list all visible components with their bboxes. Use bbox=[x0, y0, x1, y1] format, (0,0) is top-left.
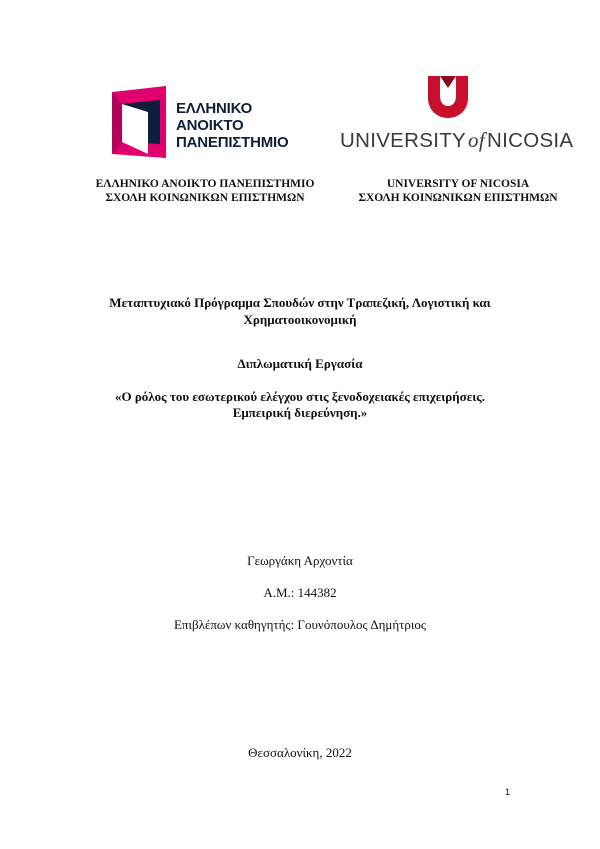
eap-logo bbox=[108, 84, 304, 162]
eap-logo-line-3: ΠΑΝΕΠΙΣΤΗΜΙΟ bbox=[176, 134, 289, 151]
page-number: 1 bbox=[505, 787, 511, 797]
institution-right-school: ΣΧΟΛΗ ΚΟΙΝΩΝΙΚΩΝ ΕΠΙΣΤΗΜΩΝ bbox=[358, 192, 558, 204]
unic-wordmark bbox=[340, 128, 574, 153]
eap-logo-line-2: ΑΝΟΙΚΤΟ bbox=[176, 117, 244, 134]
unic-logo bbox=[340, 72, 574, 156]
place-date: Θεσσαλονίκη, 2022 bbox=[248, 745, 352, 760]
thesis-title-line-2: Εμπειρική διερεύνηση.» bbox=[232, 405, 368, 420]
unic-shield-icon bbox=[426, 74, 470, 120]
program-title bbox=[0, 294, 600, 328]
thesis-label: Διπλωματική Εργασία bbox=[237, 356, 363, 371]
program-title-line-2: Χρηματοοικονομική bbox=[243, 312, 357, 327]
supervisor: Επιβλέπων καθηγητής: Γουνόπουλος Δημήτριος bbox=[173, 617, 427, 632]
student-id: Α.Μ.: 144382 bbox=[263, 585, 337, 600]
eap-logo-line-1: ΕΛΛΗΝΙΚΟ bbox=[176, 100, 253, 117]
eap-logo-text bbox=[176, 100, 288, 151]
institution-left bbox=[70, 177, 340, 205]
institution-right-name: UNIVERSITY OF NICOSIA bbox=[386, 178, 530, 190]
thesis-title-line-1: «Ο ρόλος του εσωτερικού ελέγχου στις ξενοδοχειακές επιχειρήσεις. bbox=[114, 389, 486, 404]
institution-left-name: ΕΛΛΗΝΙΚΟ ΑΝΟΙΚΤΟ ΠΑΝΕΠΙΣΤΗΜΙΟ bbox=[95, 178, 315, 190]
institution-left-school: ΣΧΟΛΗ ΚΟΙΝΩΝΙΚΩΝ ΕΠΙΣΤΗΜΩΝ bbox=[105, 192, 305, 204]
unic-wordmark-of: of bbox=[468, 128, 485, 152]
program-title-line-1: Μεταπτυχιακό Πρόγραμμα Σπουδών στην Τραπεζική, Λογιστική και bbox=[109, 295, 491, 310]
institution-right bbox=[328, 177, 588, 205]
unic-wordmark-university: UNIVERSITY bbox=[340, 129, 467, 152]
author-name: Γεωργάκη Αρχοντία bbox=[247, 553, 353, 568]
thesis-title bbox=[0, 389, 600, 421]
eap-logo-mark-icon bbox=[108, 84, 172, 162]
unic-wordmark-nicosia: NICOSIA bbox=[487, 129, 574, 152]
